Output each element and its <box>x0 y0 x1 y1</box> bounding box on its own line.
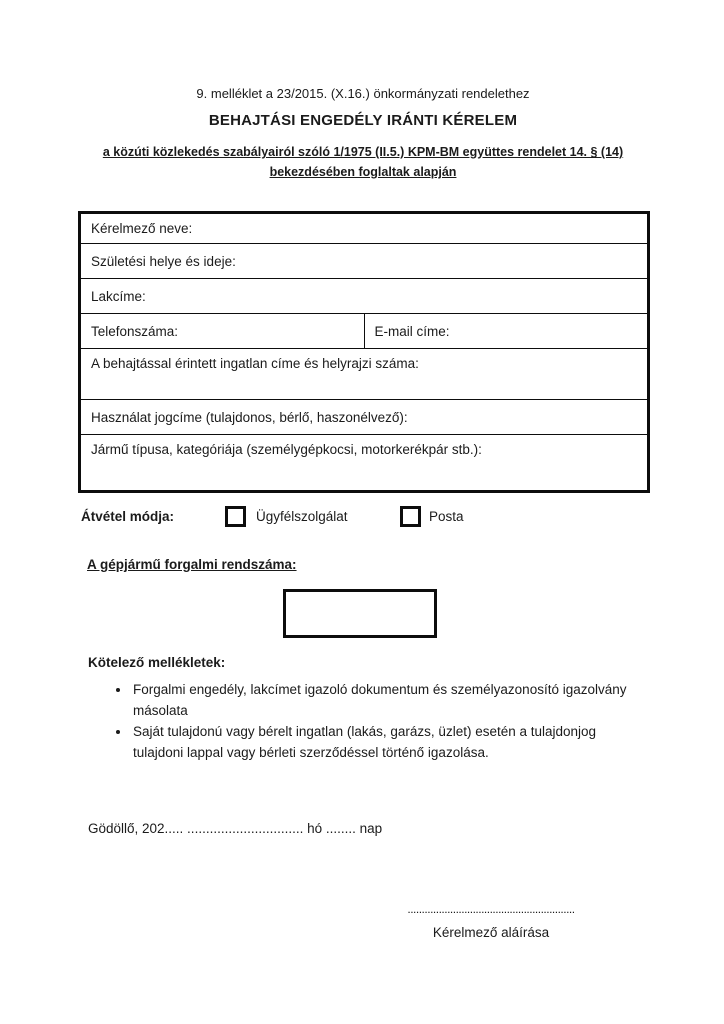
field-email: E-mail címe: <box>364 314 649 349</box>
signature-dotted-line: ........................................................... <box>407 901 575 916</box>
plate-number-label: A gépjármű forgalmi rendszáma: <box>87 557 297 572</box>
applicant-data-table <box>78 211 650 493</box>
post-checkbox[interactable] <box>400 506 421 527</box>
field-vehicle-type: Jármű típusa, kategóriája (személygépkocsi, motorkerékpár stb.): <box>80 435 649 492</box>
table-row <box>80 279 649 314</box>
table-row <box>80 349 649 400</box>
table-row <box>80 314 649 349</box>
table-row <box>80 400 649 435</box>
table-row <box>80 435 649 492</box>
legal-basis-line: a közúti közlekedés szabályairól szóló 1/1975 (II.5.) KPM-BM együttes rendelet 14. § (14) bekezdésében foglaltak alapján <box>102 145 624 179</box>
customer-service-checkbox-label: Ügyfélszolgálat <box>256 509 348 524</box>
attachments-list <box>78 680 648 764</box>
field-birth-place-date: Születési helye és ideje: <box>80 244 649 279</box>
field-phone: Telefonszáma: <box>80 314 365 349</box>
attachments-title: Kötelező mellékletek: <box>88 655 226 670</box>
table-row <box>80 213 649 244</box>
document-title: BEHAJTÁSI ENGEDÉLY IRÁNTI KÉRELEM <box>208 112 518 129</box>
table-row <box>80 244 649 279</box>
pickup-method-label: Átvétel módja: <box>81 509 175 524</box>
field-property-address: A behajtással érintett ingatlan címe és helyrajzi száma: <box>80 349 649 400</box>
post-checkbox-label: Posta <box>429 509 464 524</box>
field-address: Lakcíme: <box>80 279 649 314</box>
signature-block <box>383 902 599 940</box>
signature-label: Kérelmező aláírása <box>432 924 550 940</box>
field-usage-title: Használat jogcíme (tulajdonos, bérlő, haszonélvező): <box>80 400 649 435</box>
annex-reference-line: 9. melléklet a 23/2015. (X.16.) önkormányzati rendelethez <box>196 86 530 101</box>
attachment-item: • Forgalmi engedély, lakcímet igazoló dokumentum és személyazonosító igazolvány másolata <box>131 680 636 722</box>
date-line: Gödöllő, 202..... ............................... hó ........ nap <box>88 820 383 836</box>
attachment-item: • Saját tulajdonú vagy bérelt ingatlan (lakás, garázs, üzlet) esetén a tulajdonjog tulajdoni lappal vagy bérleti szerződéssel történő igazolása. <box>131 722 636 764</box>
plate-number-input-box[interactable] <box>283 589 437 638</box>
pickup-method-row <box>78 506 648 530</box>
customer-service-checkbox[interactable] <box>225 506 246 527</box>
field-applicant-name: Kérelmező neve: <box>80 213 649 244</box>
